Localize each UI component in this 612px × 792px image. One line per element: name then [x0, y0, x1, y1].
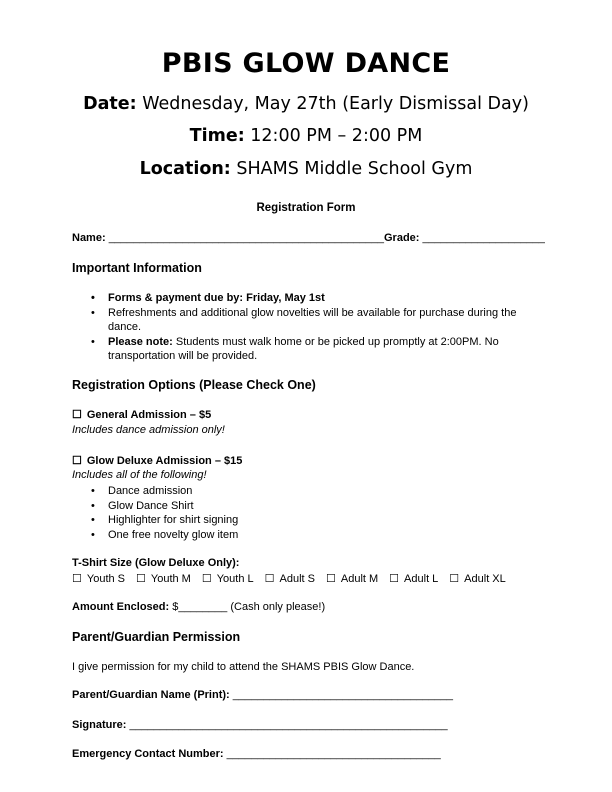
time-label: Time:: [189, 126, 245, 146]
checkbox-icon[interactable]: ☐: [264, 573, 275, 585]
size-label: Youth S: [86, 573, 126, 585]
please-note-label: Please note:: [108, 335, 173, 348]
guardian-name-field[interactable]: ____________________________________: [229, 689, 453, 701]
signature-line: [72, 719, 448, 731]
tshirt-size-options: [72, 572, 506, 585]
date-value: Wednesday, May 27th (Early Dismissal Day): [142, 94, 529, 114]
size-option-adult-s[interactable]: [265, 572, 315, 585]
checkbox-icon[interactable]: ☐: [72, 455, 82, 467]
signature-label: Signature:: [72, 719, 127, 731]
general-admission-label: General Admission – $5: [86, 409, 212, 421]
size-option-youth-m[interactable]: [136, 572, 191, 585]
emergency-contact-label: Emergency Contact Number:: [72, 748, 224, 760]
size-label: Adult M: [340, 573, 379, 585]
amount-field[interactable]: $________: [169, 601, 228, 613]
location-label: Location:: [139, 159, 231, 179]
list-item: • Highlighter for shirt signing: [108, 513, 238, 528]
list-item: [108, 335, 516, 364]
time-value: 12:00 PM – 2:00 PM: [250, 126, 423, 146]
permission-statement: I give permission for my child to attend the SHAMS PBIS Glow Dance.: [72, 661, 415, 673]
location-value: SHAMS Middle School Gym: [236, 159, 473, 179]
list-item: • Forms & payment due by: Friday, May 1st: [108, 291, 516, 306]
amount-enclosed-line: [72, 601, 325, 613]
size-option-adult-m[interactable]: [326, 572, 378, 585]
date-label: Date:: [83, 94, 137, 114]
general-admission-option[interactable]: [72, 408, 211, 421]
size-label: Youth M: [150, 573, 191, 585]
page-title: PBIS GLOW DANCE: [161, 48, 451, 79]
size-option-adult-xl[interactable]: [449, 572, 505, 585]
checkbox-icon[interactable]: ☐: [136, 573, 146, 585]
glow-deluxe-note: Includes all of the following!: [72, 469, 207, 481]
event-date: [0, 94, 612, 114]
permission-heading: Parent/Guardian Permission: [72, 630, 241, 644]
name-grade-line: [72, 232, 545, 244]
size-option-youth-s[interactable]: [72, 572, 125, 585]
size-label: Adult S: [279, 573, 315, 585]
checkbox-icon[interactable]: ☐: [72, 573, 82, 585]
emergency-contact-field[interactable]: ___________________________________: [223, 748, 441, 760]
options-heading: Registration Options (Please Check One): [72, 378, 316, 392]
name-label: Name:: [72, 232, 106, 244]
size-label: Adult XL: [464, 573, 506, 585]
list-item-text: Refreshments and additional glow novelties will be available for purchase during the: [108, 306, 517, 319]
list-item-text: dance.: [108, 321, 142, 333]
checkbox-icon[interactable]: ☐: [449, 573, 460, 585]
signature-field[interactable]: ____________________________________________________: [126, 719, 448, 731]
grade-field[interactable]: ____________________: [422, 232, 545, 244]
grade-label: Grade:: [383, 232, 420, 244]
size-option-youth-l[interactable]: [202, 572, 254, 585]
list-item: • Dance admission: [108, 484, 238, 499]
deluxe-items-list: [108, 484, 238, 542]
amount-label: Amount Enclosed:: [72, 601, 170, 613]
checkbox-icon[interactable]: ☐: [201, 573, 212, 585]
size-label: Youth L: [216, 573, 254, 585]
guardian-name-label: Parent/Guardian Name (Print):: [72, 689, 230, 701]
guardian-name-line: [72, 689, 453, 701]
important-heading: Important Information: [72, 261, 202, 275]
list-item-text: Students must walk home or be picked up promptly at 2:00PM. No: [172, 335, 499, 348]
size-label: Adult L: [404, 573, 439, 585]
emergency-contact-line: [72, 748, 441, 760]
checkbox-icon[interactable]: ☐: [72, 409, 82, 421]
checkbox-icon[interactable]: ☐: [389, 573, 400, 585]
name-field[interactable]: _____________________________________________: [108, 232, 384, 244]
form-title: Registration Form: [256, 202, 356, 214]
important-list: [108, 291, 516, 364]
glow-deluxe-option[interactable]: [72, 454, 242, 467]
checkbox-icon[interactable]: ☐: [326, 573, 336, 585]
tshirt-size-label: T-Shirt Size (Glow Deluxe Only):: [72, 557, 240, 569]
size-option-adult-l[interactable]: [389, 572, 438, 585]
list-item: • Glow Dance Shirt: [108, 499, 238, 514]
general-admission-note: Includes dance admission only!: [72, 424, 225, 436]
event-time: [0, 126, 612, 146]
list-item: [108, 306, 516, 335]
list-item-text: transportation will be provided.: [108, 350, 258, 362]
list-item: • One free novelty glow item: [108, 528, 238, 543]
event-location: [0, 159, 612, 179]
amount-note: (Cash only please!): [227, 601, 326, 613]
glow-deluxe-label: Glow Deluxe Admission – $15: [86, 455, 243, 467]
